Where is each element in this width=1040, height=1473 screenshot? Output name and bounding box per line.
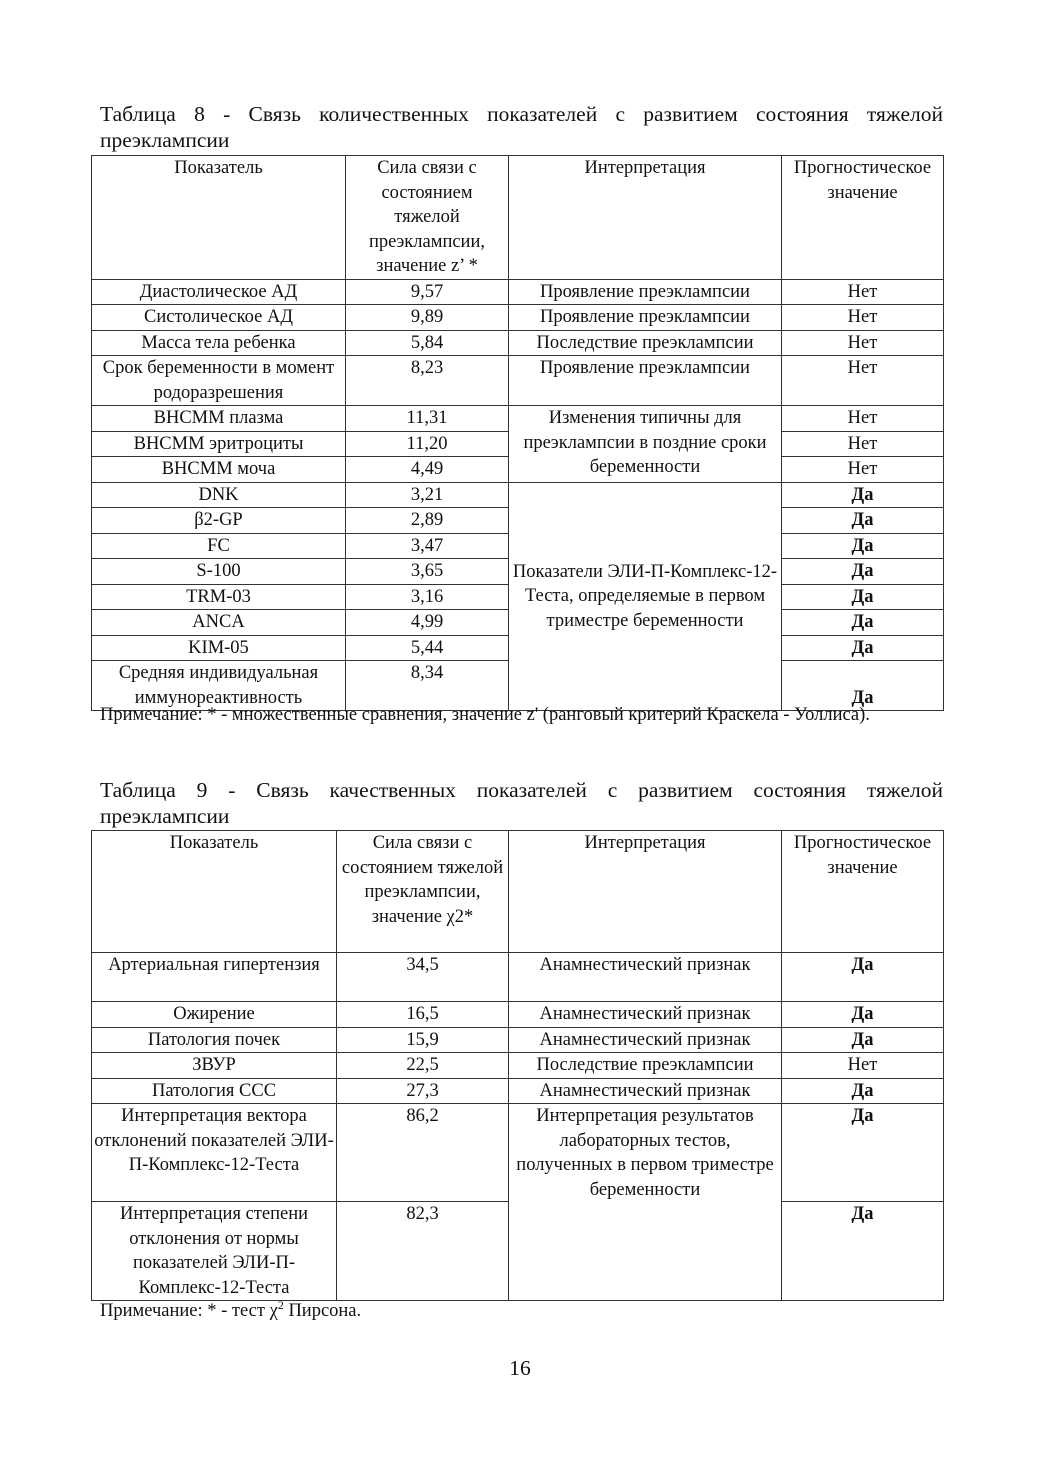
- table-row: [92, 1027, 944, 1053]
- table-row: [92, 305, 944, 331]
- table-row: [92, 482, 944, 508]
- table9-note-suffix: Пирсона.: [283, 1301, 362, 1321]
- value-cell: 34,5: [337, 953, 509, 1002]
- table8-caption-line2: преэклампсии: [100, 128, 230, 152]
- table-row: [92, 1053, 944, 1079]
- table9-note-prefix: Примечание: * - тест χ: [100, 1301, 278, 1321]
- interp-cell: Анамнестический признак: [509, 1078, 782, 1104]
- prog-cell: [782, 953, 944, 1002]
- prog-cell: Нет: [782, 356, 944, 406]
- table-row: [92, 330, 944, 356]
- table-row: [92, 953, 944, 1002]
- value-cell: 8,34: [346, 661, 509, 711]
- indicator-cell: Масса тела ребенка: [92, 330, 346, 356]
- prog-value: Да: [851, 637, 874, 658]
- interp-cell: Последствие преэклампсии: [509, 330, 782, 356]
- prog-cell: [782, 610, 944, 636]
- table9-caption: [100, 777, 943, 829]
- table-row: [92, 1104, 944, 1202]
- prog-cell: [782, 1202, 944, 1301]
- table-row: [92, 279, 944, 305]
- table9-caption-line2: преэклампсии: [100, 804, 230, 828]
- prog-cell: [782, 1078, 944, 1104]
- prog-cell: Нет: [782, 1053, 944, 1079]
- value-cell: 11,31: [346, 406, 509, 432]
- prog-value: Да: [851, 535, 874, 556]
- interp-merged-cell: Показатели ЭЛИ-П-Комплекс-12-Теста, определяемые в первом триместре беременности: [509, 482, 782, 711]
- indicator-cell: Систолическое АД: [92, 305, 346, 331]
- indicator-cell: TRM-03: [92, 584, 346, 610]
- table8-header-row: [92, 156, 944, 280]
- interp-cell: Анамнестический признак: [509, 1027, 782, 1053]
- table9: [91, 830, 944, 1301]
- table-row: [92, 1078, 944, 1104]
- value-cell: 4,49: [346, 457, 509, 483]
- interp-cell: Последствие преэклампсии: [509, 1053, 782, 1079]
- prog-cell: [782, 1104, 944, 1202]
- prog-cell: Нет: [782, 279, 944, 305]
- interp-cell: Анамнестический признак: [509, 953, 782, 1002]
- indicator-cell: ANCA: [92, 610, 346, 636]
- table8-header-prog: Прогностическое значение: [782, 156, 944, 280]
- table-row: [92, 356, 944, 406]
- table8-note: Примечание: * - множественные сравнения, значение z' (ранговый критерий Краскела - Уоллиса).: [100, 705, 870, 725]
- indicator-cell: Диастолическое АД: [92, 279, 346, 305]
- prog-value: Да: [851, 612, 874, 632]
- prog-cell: [782, 1027, 944, 1053]
- indicator-cell: Ожирение: [92, 1002, 337, 1028]
- interp-merged-cell: Изменения типичны для преэклампсии в поздние сроки беременности: [509, 406, 782, 483]
- interp-cell: Анамнестический признак: [509, 1002, 782, 1028]
- prog-value: Да: [851, 586, 874, 607]
- indicator-cell: Средняя индивидуальная иммунореактивность: [92, 661, 346, 711]
- table8-header-indicator: Показатель: [92, 156, 346, 280]
- value-cell: 3,47: [346, 533, 509, 559]
- value-cell: 5,84: [346, 330, 509, 356]
- value-cell: 5,44: [346, 635, 509, 661]
- value-cell: 16,5: [337, 1002, 509, 1028]
- indicator-cell: KIM-05: [92, 635, 346, 661]
- table8: [91, 155, 944, 711]
- table8-header-interp: Интерпретация: [509, 156, 782, 280]
- prog-cell: Нет: [782, 330, 944, 356]
- value-cell: 9,57: [346, 279, 509, 305]
- prog-value: Да: [851, 1106, 874, 1126]
- prog-value: Да: [851, 1080, 874, 1101]
- indicator-cell: Интерпретация вектора отклонений показателей ЭЛИ-П-Комплекс-12-Теста: [92, 1104, 337, 1202]
- prog-value: Да: [851, 484, 874, 505]
- value-cell: 11,20: [346, 431, 509, 457]
- table9-header-row: [92, 831, 944, 953]
- prog-cell: [782, 635, 944, 661]
- page-number: 16: [509, 1356, 531, 1380]
- table9-note: [100, 1299, 943, 1324]
- table9-header-prog: Прогностическое значение: [782, 831, 944, 953]
- table9-header-value: Сила связи с состоянием тяжелой преэклампсии, значение χ2*: [337, 831, 509, 953]
- table8-caption: [100, 101, 943, 153]
- prog-value: Да: [851, 1204, 874, 1224]
- prog-value: Да: [851, 687, 874, 708]
- value-cell: 27,3: [337, 1078, 509, 1104]
- table-row: [92, 1002, 944, 1028]
- indicator-cell: Патология ССС: [92, 1078, 337, 1104]
- prog-cell: Нет: [782, 431, 944, 457]
- table9-note-sup: 2: [277, 1297, 284, 1312]
- indicator-cell: S-100: [92, 559, 346, 585]
- table9-caption-line1: Таблица 9 - Связь качественных показателей с развитием состояния тяжелой: [100, 778, 943, 802]
- indicator-cell: ВНСММ плазма: [92, 406, 346, 432]
- prog-cell: [782, 508, 944, 534]
- value-cell: 86,2: [337, 1104, 509, 1202]
- indicator-cell: ВНСММ моча: [92, 457, 346, 483]
- value-cell: 3,65: [346, 559, 509, 585]
- value-cell: 15,9: [337, 1027, 509, 1053]
- value-cell: 4,99: [346, 610, 509, 636]
- table8-caption-line1: Таблица 8 - Связь количественных показателей с развитием состояния тяжелой: [100, 102, 943, 126]
- prog-cell: [782, 482, 944, 508]
- prog-cell: Нет: [782, 457, 944, 483]
- indicator-cell: Артериальная гипертензия: [92, 953, 337, 1002]
- prog-cell: Нет: [782, 406, 944, 432]
- indicator-cell: ЗВУР: [92, 1053, 337, 1079]
- value-cell: 8,23: [346, 356, 509, 406]
- table9-header-indicator: Показатель: [92, 831, 337, 953]
- interp-cell: Проявление преэклампсии: [509, 279, 782, 305]
- indicator-cell: Интерпретация степени отклонения от нормы показателей ЭЛИ-П-Комплекс-12-Теста: [92, 1202, 337, 1301]
- table8-header-value: Сила связи с состоянием тяжелой преэклампсии, значение z’ *: [346, 156, 509, 280]
- prog-value: Да: [851, 561, 874, 581]
- prog-value: Да: [851, 1004, 874, 1024]
- indicator-cell: FC: [92, 533, 346, 559]
- prog-cell: Нет: [782, 305, 944, 331]
- indicator-cell: Патология почек: [92, 1027, 337, 1053]
- value-cell: 9,89: [346, 305, 509, 331]
- prog-cell: [782, 559, 944, 585]
- prog-cell: [782, 1002, 944, 1028]
- prog-value: Да: [851, 1029, 874, 1050]
- indicator-cell: Срок беременности в момент родоразрешения: [92, 356, 346, 406]
- table-row: [92, 406, 944, 432]
- indicator-cell: DNK: [92, 482, 346, 508]
- interp-merged-cell: Интерпретация результатов лабораторных тестов, полученных в первом триместре беременности: [509, 1104, 782, 1301]
- value-cell: 3,16: [346, 584, 509, 610]
- prog-value: Да: [851, 955, 874, 975]
- interp-cell: Проявление преэклампсии: [509, 356, 782, 406]
- interp-cell: Проявление преэклампсии: [509, 305, 782, 331]
- value-cell: 22,5: [337, 1053, 509, 1079]
- value-cell: 3,21: [346, 482, 509, 508]
- indicator-cell: β2-GP: [92, 508, 346, 534]
- value-cell: 82,3: [337, 1202, 509, 1301]
- prog-cell: [782, 584, 944, 610]
- value-cell: 2,89: [346, 508, 509, 534]
- indicator-cell: ВНСММ эритроциты: [92, 431, 346, 457]
- table9-header-interp: Интерпретация: [509, 831, 782, 953]
- prog-cell: [782, 533, 944, 559]
- prog-value: Да: [851, 510, 874, 530]
